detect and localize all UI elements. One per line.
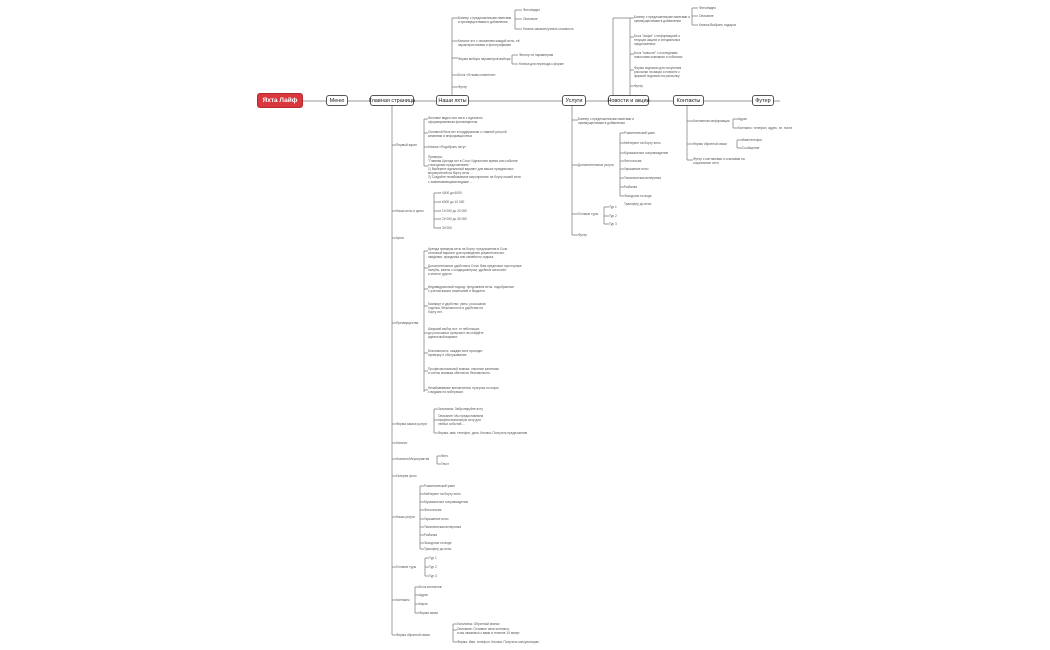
services-footer: Футер: [578, 233, 587, 237]
main-feedback-child: Заголовок: Обратный звонок: [457, 622, 500, 626]
main-first-screen-text: Фоновое видео или яхты с идеально сформированным фоном/цветом: [428, 116, 483, 125]
main-service-item: Романтический ужин: [424, 484, 455, 488]
main-services: Наши услуги: [396, 515, 415, 519]
main-tour: Тур 3: [429, 574, 437, 578]
contacts-footer: Футер с контактами и ссылками на социальные сети: [693, 157, 745, 166]
main-news: Новости/Мероприятия: [396, 457, 430, 461]
main-yachts-prices: Наши яхты и цены: [396, 209, 424, 213]
main-feedback: Форма обратной связи: [396, 633, 430, 637]
main-price: Цена: [396, 236, 404, 240]
services-extra-item: Романтический ужин: [624, 131, 655, 135]
services-tour: Тур 3: [609, 222, 617, 226]
main-contacts-child: Блок контактов: [419, 585, 442, 589]
main-contacts-child: Форма связи: [419, 611, 439, 615]
yachts-banner-child: Описание: [523, 17, 538, 21]
services-extra-item: Тематическая вечеринка: [624, 176, 661, 180]
main-first-screen-text: Примеры: "Главная Аренда яхт в Сочи: Идеальное время или событие с выгодным предложением" 1) Выберите идеальный вариант для ваших праздничных мероприятий на борту яхты ... 2) Создайте незабываемое мероприятие на борту нашей яхты с захватывающими видами ...: [428, 155, 521, 184]
yachts-form-child: Кнопка для перехода к форме: [519, 62, 564, 66]
main-service-item: Кейтеринг на борту яхты: [424, 492, 461, 496]
main-service-item: Трансфер до яхты: [424, 547, 452, 551]
main-advantage-text: Дополнительные удобства в Сочи: Вам предложат просторные палубы, каюты с кондиционером, удобные шезлонги и многое другое.: [428, 264, 522, 277]
main-order-form-child: Заголовок: Забронируйте яхту: [438, 407, 483, 411]
contacts-form-child: Сообщение: [742, 146, 760, 150]
news-banner: Баннер с предложенными пакетами и преимуществами в добавлении: [634, 15, 690, 24]
main-first-screen-text: Кнопка «Подобрать яхту»: [428, 145, 467, 149]
services-extra-item: Рыбалка: [624, 185, 638, 189]
news-banner-child: Кнопка Выбрать подарок: [699, 23, 736, 27]
services-extra-item: Музыкальное сопровождение: [624, 151, 669, 155]
node-our-yachts[interactable]: Наши яхты: [436, 95, 469, 106]
news-banner-child: Описание: [699, 14, 714, 18]
node-menu[interactable]: Меню: [326, 95, 348, 106]
yachts-reviews: Блок «Отзывы клиентов»: [458, 73, 496, 77]
main-tour: Тур 2: [429, 565, 437, 569]
main-feedback-child: Описание: Оставьте свои контакты, и мы свяжемся с вами в течение 15 минут.: [457, 627, 521, 636]
services-extra-item: Фотосессия: [624, 159, 642, 163]
main-advantage-text: Комфорт и удобство: уюты, роскошная отделка, безопасность и удобства на борту яхт.: [428, 302, 486, 315]
node-main-page[interactable]: Главная страница: [370, 95, 414, 106]
services-extra-item: Трансфер до яхты: [624, 202, 652, 206]
main-contacts-child: Карта: [419, 602, 428, 606]
main-order-form: Форма заказа услуги: [396, 422, 427, 426]
main-feedback-child: Форма: Имя, телефон. Кнопка: Получить консультацию: [457, 640, 539, 644]
news-footer: Футер: [634, 84, 643, 88]
contacts-form: Форма обратной связи: [693, 142, 727, 146]
main-service-item: Экскурсии по воде: [424, 541, 452, 545]
contacts-form-child: Имя/телефон: [742, 138, 762, 142]
yachts-banner-child: Фото/видео: [523, 8, 541, 12]
node-services[interactable]: Услуги: [562, 95, 586, 106]
main-advantage-text: Аренда премиум-яхты на борту: предложения в Сочи отличный вариант для проведения романтического свидания, праздника или семейного отдыха.: [428, 247, 508, 260]
news-banner-child: Фото/видео: [699, 6, 717, 10]
main-contacts-child: Адрес: [419, 593, 429, 597]
main-first-screen: Первый экран: [396, 143, 417, 147]
main-order-form-child: Форма: имя, телефон, дата. Кнопка: Получить предложение: [438, 431, 528, 435]
node-contacts[interactable]: Контакты: [673, 95, 704, 106]
yachts-form: Форма выбора параметров выбора: [458, 57, 511, 61]
main-order-form-child: Описание: Мы предоставляем профессиональную яхту для любых событий ...: [438, 414, 484, 427]
main-service-item: Рыбалка: [424, 533, 438, 537]
main-news-child: Фото: [441, 454, 449, 458]
main-advantage-text: Профессиональный экипаж: опытные капитаны и члены экипажа обеспечат безопасность.: [428, 367, 499, 376]
contacts-info-child: Контакты: телефон, адрес, эл. почта: [738, 126, 793, 130]
yachts-banner-child: Кнопка заказать/узнать стоимость: [523, 27, 574, 31]
main-advantage-text: Широкий выбор яхт: от небольших до роскошных суперъяхт, вы найдёте идеальный вариант.: [428, 327, 484, 340]
services-tour: Тур 2: [609, 214, 617, 218]
services-tour: Тур 1: [609, 205, 617, 209]
main-price-range: от 20 000 до 30 000: [438, 217, 467, 221]
services-extra: Дополнительные услуги: [578, 163, 614, 167]
yachts-footer: Футер: [458, 85, 467, 89]
news-news: Блок "новости" с последними новостями компании и событиях: [634, 51, 683, 60]
main-price-range: от 30 000: [438, 226, 452, 230]
main-advantages: Преимущества: [396, 321, 419, 325]
yachts-catalog: Каталог яхт с описанием каждой яхты, её характеристиками и фотографиями: [458, 39, 520, 48]
main-catalog: Каталог: [396, 441, 408, 445]
main-service-item: Тематическая вечеринка: [424, 525, 461, 529]
node-footer[interactable]: Футер: [752, 95, 774, 106]
main-tours: Готовые туры: [396, 565, 417, 569]
node-news[interactable]: Новости и акции: [608, 95, 649, 106]
main-contacts: Контакты: [396, 598, 410, 602]
main-advantage-text: Индивидуальный подход: предлагаем яхты, подобранные с учетом ваших пожеланий и бюджета.: [428, 285, 515, 294]
services-banner: Баннер с предложенными пакетами и преимуществами в добавлении: [578, 117, 634, 126]
main-service-item: Музыкальное сопровождение: [424, 500, 469, 504]
services-extra-item: Украшение яхты: [624, 167, 649, 171]
yachts-form-child: Фильтр по параметрам: [519, 53, 554, 57]
news-promos: Блок "Акции" с информацией о текущих акциях и специальных предложениях: [634, 34, 681, 47]
main-service-item: Фотосессия: [424, 508, 442, 512]
main-advantage-text: Незабываемые впечатления: прогулка по морю с видами на побережье.: [428, 386, 499, 395]
services-extra-item: Экскурсии по воде: [624, 194, 652, 198]
main-price-range: от 4000 до 6000: [438, 191, 462, 195]
yachts-banner: Баннер с предложенными пакетами и преимуществами в добавлении: [458, 16, 512, 25]
contacts-info: Контактная информация: [693, 119, 730, 123]
main-gallery: Галерея фото: [396, 474, 417, 478]
main-service-item: Украшение яхты: [424, 517, 449, 521]
services-tours: Готовые туры: [578, 212, 599, 216]
root-node[interactable]: Яхта Лайф: [257, 93, 303, 108]
main-tour: Тур 1: [429, 556, 437, 560]
services-extra-item: Кейтеринг на борту яхты: [624, 141, 661, 145]
main-first-screen-text: Основной блок яхт в поддержании с главной услугой компании и информационных: [428, 130, 507, 139]
main-news-child: Текст: [441, 462, 450, 466]
contacts-info-child: Адрес: [738, 117, 748, 121]
main-advantage-text: Безопасность: каждая яхта проходит проверку и обслуживание.: [428, 349, 483, 358]
main-price-range: от 6000 до 10 000: [438, 200, 465, 204]
news-subscribe: Форма подписки для получения рассылки на акции и новости с формой подписки на рассылку: [634, 66, 682, 79]
main-price-range: от 10 000 до 20 000: [438, 209, 467, 213]
